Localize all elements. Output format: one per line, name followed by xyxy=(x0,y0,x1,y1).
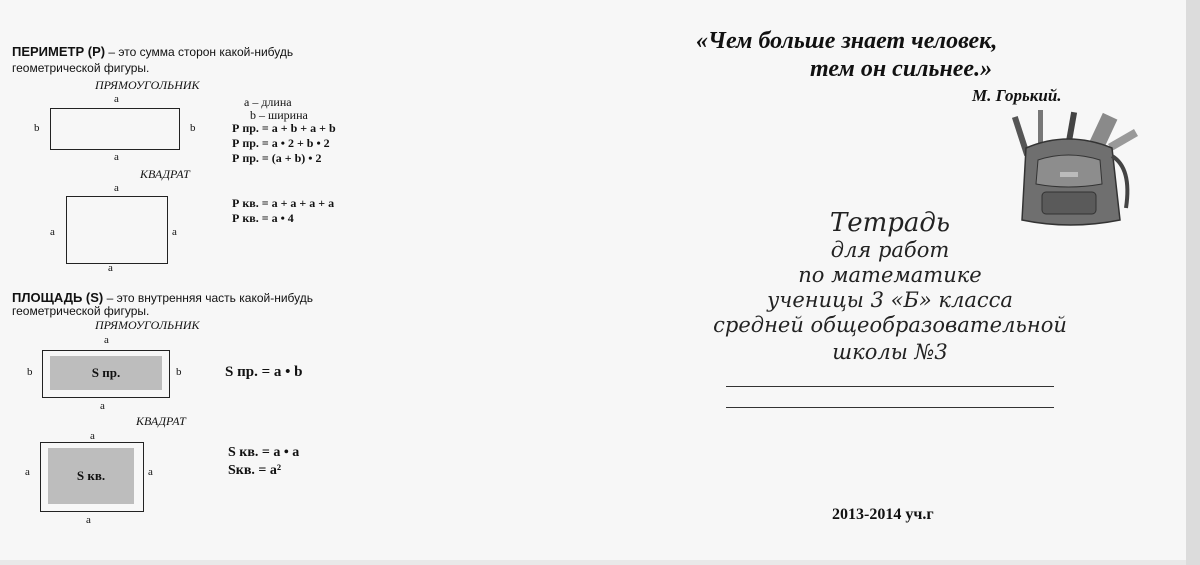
perimeter-square-label-right: а xyxy=(172,226,177,238)
perimeter-square-label-top: а xyxy=(114,182,119,194)
area-rect-formula: S пр. = а • b xyxy=(225,364,303,380)
quote-line-2: тем он сильнее.» xyxy=(810,56,993,82)
title-line-2: для работ xyxy=(830,238,950,262)
perimeter-rect-formula-1: Р пр. = а + b + а + b xyxy=(232,121,336,135)
perimeter-rect-label-left: b xyxy=(34,122,40,134)
area-square-label-left: а xyxy=(25,466,30,478)
page-edge xyxy=(1186,0,1200,565)
area-definition-line2: геометрической фигуры. xyxy=(12,304,150,318)
perimeter-rect-title: ПРЯМОУГОЛЬНИК xyxy=(95,78,200,92)
area-rect-label-left: b xyxy=(27,366,33,378)
area-square-fill: S кв. xyxy=(48,448,134,504)
area-square-label-top: а xyxy=(90,430,95,442)
area-rect-title: ПРЯМОУГОЛЬНИК xyxy=(95,318,200,332)
area-square-formula-1: S кв. = а • а xyxy=(228,445,300,460)
perimeter-square-label-left: а xyxy=(50,226,55,238)
area-rect-label-top: а xyxy=(104,334,109,346)
perimeter-square xyxy=(66,196,168,264)
quote-author: М. Горький. xyxy=(972,86,1062,105)
area-square-label-right: а xyxy=(148,466,153,478)
title-line-6: школы №3 xyxy=(832,340,948,364)
name-line-1 xyxy=(726,386,1054,387)
area-square-label-bottom: а xyxy=(86,514,91,526)
title-notebook: Тетрадь xyxy=(829,208,951,238)
perimeter-square-label-bottom: а xyxy=(108,262,113,274)
title-line-4: ученицы 3 «Б» класса xyxy=(767,288,1013,312)
perimeter-rect-formula-2: Р пр. = а • 2 + b • 2 xyxy=(232,136,330,150)
school-year: 2013-2014 уч.г xyxy=(832,506,934,523)
title-line-3: по математике xyxy=(798,263,982,287)
area-rect-label-right: b xyxy=(176,366,182,378)
area-heading: ПЛОЩАДЬ (S) xyxy=(12,290,104,305)
legend-width: b – ширина xyxy=(250,108,308,122)
perimeter-rect-label-bottom: а xyxy=(114,151,119,163)
name-line-2 xyxy=(726,407,1054,408)
perimeter-definition-line2: геометрической фигуры. xyxy=(12,61,150,75)
area-square-title: КВАДРАТ xyxy=(136,414,186,428)
legend-length: а – длина xyxy=(244,95,292,109)
perimeter-rect-label-top: а xyxy=(114,93,119,105)
area-rect-fill: S пр. xyxy=(50,356,162,390)
area-definition xyxy=(12,290,313,305)
perimeter-definition-text: – это сумма сторон какой-нибудь xyxy=(105,45,294,59)
perimeter-rectangle xyxy=(50,108,180,150)
perimeter-square-formula-2: Р кв. = а • 4 xyxy=(232,211,294,225)
perimeter-heading: ПЕРИМЕТР (Р) xyxy=(12,44,106,59)
quote-line-1: «Чем больше знает человек, xyxy=(696,28,998,54)
perimeter-square-formula-1: Р кв. = а + а + а + а xyxy=(232,196,335,210)
area-rect-label-bottom: а xyxy=(100,400,105,412)
perimeter-rect-formula-3: Р пр. = (а + b) • 2 xyxy=(232,151,322,165)
perimeter-rect-label-right: b xyxy=(190,122,196,134)
area-square-formula-2: Sкв. = а² xyxy=(228,463,282,478)
area-definition-text: – это внутренняя часть какой-нибудь xyxy=(103,291,313,305)
perimeter-square-title: КВАДРАТ xyxy=(140,167,190,181)
perimeter-definition xyxy=(12,44,293,59)
title-line-5: средней общеобразовательной xyxy=(713,313,1067,337)
